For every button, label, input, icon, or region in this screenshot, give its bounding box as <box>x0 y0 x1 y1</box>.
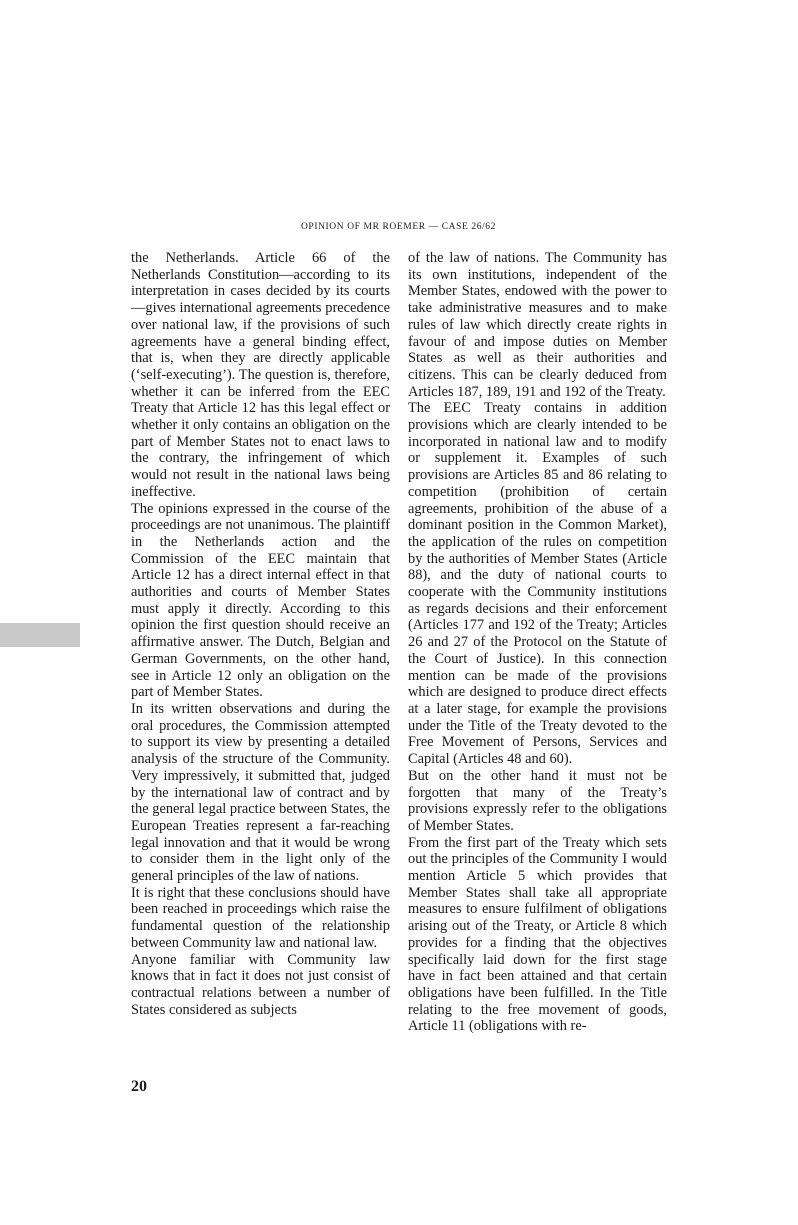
paragraph: In its written observations and during the oral procedures, the Commission attempted to support its view by presenting a detailed analysis of the structure of the Community. Very impressively, it submitted that, judged by the international law of contract and by the general legal practice between States, the European Treaties represent a far-reaching legal innovation and that it would be wrong to consider them in the light only of the general principles of the law of nations. <box>131 700 390 885</box>
paragraph: The opinions expressed in the course of the proceedings are not unanimous. The plaintiff in the Netherlands action and the Commission of the EEC maintain that Article 12 has a direct internal effect in that authorities and courts of Member States must apply it directly. According to this opinion the first question should receive an affirmative answer. The Dutch, Belgian and German Governments, on the other hand, see in Article 12 only an obligation on the part of Member States. <box>131 500 390 701</box>
paragraph: the Netherlands. Article 66 of the Netherlands Constitution—according to its interpretation in cases decided by its courts—gives international agreements precedence over national law, if the provisions of such agreements have a general binding effect, that is, when they are directly applicable (‘self-executing’). The question is, therefore, whether it can be inferred from the EEC Treaty that Article 12 has this legal effect or whether it only contains an obligation on the part of Member States not to enact laws to the contrary, the infringement of which would not result in the national laws being ineffective. <box>131 250 390 500</box>
paragraph: of the law of nations. The Community has its own institutions, independent of the Member States, endowed with the power to take administrative measures and to make rules of law which directly create rights in favour of and impose duties on Member States as well as their authorities and citizens. This can be clearly deduced from Articles 187, 189, 191 and 192 of the Treaty. <box>408 250 667 400</box>
page-number: 20 <box>131 1078 147 1095</box>
paragraph: The EEC Treaty contains in addition provisions which are clearly intended to be incorporated in national law and to modify or supplement it. Examples of such provisions are Articles 85 and 86 relating to competition (prohibition of certain agreements, prohibition of the abuse of a dominant position in the Common Market), the application of the rules on competition by the authorities of Member States (Article 88), and the duty of national courts to cooperate with the Community institutions as regards decisions and their enforcement (Articles 177 and 192 of the Treaty; Articles 26 and 27 of the Protocol on the Statute of the Court of Justice). In this connection mention can be made of the provisions which are designed to produce direct effects at a later stage, for example the provisions under the Title of the Treaty devoted to the Free Movement of Persons, Services and Capital (Articles 48 and 60). <box>408 400 667 768</box>
paragraph: But on the other hand it must not be forgotten that many of the Treaty’s provisions expressly refer to the obligations of Member States. <box>408 767 667 834</box>
running-header: OPINION OF MR ROEMER — CASE 26/62 <box>300 222 497 232</box>
paragraph: Anyone familiar with Community law knows that in fact it does not just consist of contractual relations between a number of States considered as subjects <box>131 951 390 1018</box>
margin-thumb-tab <box>0 623 80 647</box>
right-text-column <box>408 250 667 1035</box>
paragraph: From the first part of the Treaty which sets out the principles of the Community I would mention Article 5 which provides that Member States shall take all appropriate measures to ensure fulfilment of obligations arising out of the Treaty, or Article 8 which provides for a finding that the objectives specifically laid down for the first stage have in fact been attained and that certain obligations have been fulfilled. In the Title relating to the free movement of goods, Article 11 (obligations with re- <box>408 834 667 1035</box>
left-text-column <box>131 250 390 1018</box>
paragraph: It is right that these conclusions should have been reached in proceedings which raise the fundamental question of the relationship between Community law and national law. <box>131 884 390 951</box>
